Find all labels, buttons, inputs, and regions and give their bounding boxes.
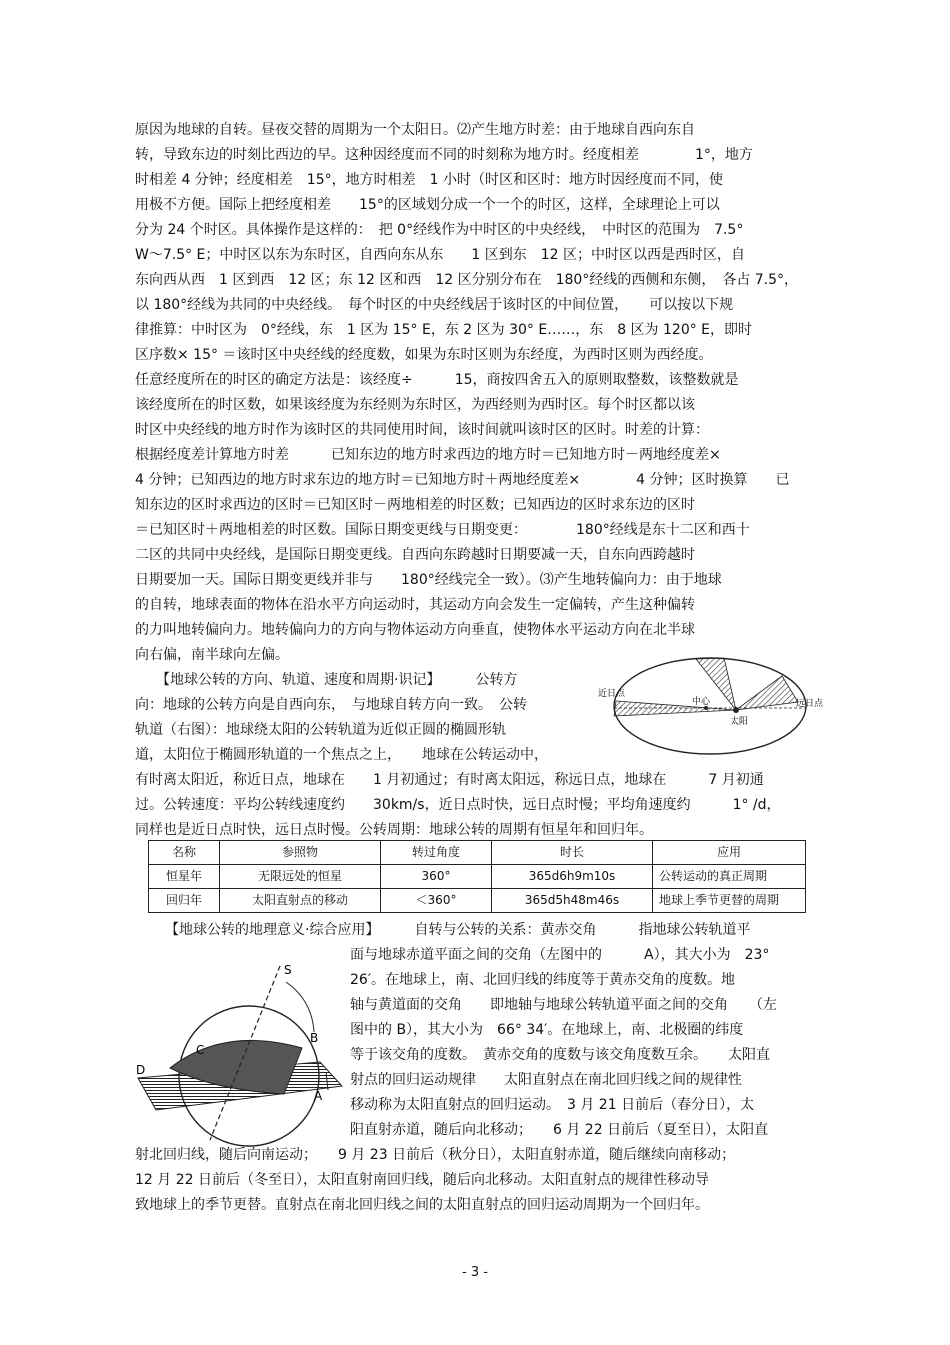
text-line: 等于该交角的度数。 黄赤交角的度数与该交角度数互余。 太阳直 [350, 1047, 770, 1063]
orbit-sector [736, 676, 798, 710]
text-line: 轨道（右图）：地球绕太阳的公转轨道为近似正圆的椭圆形轨 [135, 722, 506, 738]
text-line: 轴与黄道面的交角 即地轴与地球公转轨道平面之间的交角 （左 [350, 997, 777, 1013]
text-line: 有时离太阳近，称近日点，地球在 1 月初通过；有时离太阳远，称远日点，地球在 7 月初通 [135, 772, 764, 788]
text-line: 射北回归线，随后向南运动； 9 月 23 日前后（秋分日），太阳直射赤道，随后继续向南移动； [135, 1147, 736, 1163]
text-line: 知东边的区时求西边的区时＝已知区时－两地相差的时区数；已知西边的区时求东边的区时 [135, 497, 695, 513]
aphelion-label: 远日点 [796, 699, 824, 709]
text-line: 的力叫地转偏向力。地转偏向力的方向与物体运动方向垂直，使物体水平运动方向在北半球 [135, 622, 695, 638]
text-line: 时区中央经线的地方时作为该时区的共同使用时间，该时间就叫该时区的区时。时差的计算： [135, 422, 709, 438]
text-line: 的自转，地球表面的物体在沿水平方向运动时，其运动方向会发生一定偏转，产生这种偏转 [135, 597, 695, 613]
text-line: 【地球公转的方向、轨道、速度和周期·识记】 公转方 [135, 672, 518, 688]
text-line: 【地球公转的地理意义·综合应用】 自转与公转的关系：黄赤交角 指地球公转轨道平 [165, 922, 751, 938]
sun-icon [733, 707, 739, 713]
text-line: 任意经度所在的时区的确定方法是：该经度÷ 15，商按四舍五入的原则取整数，该整数就是 [135, 372, 739, 388]
table-header-cell: 应用 [653, 841, 806, 865]
table-header-row [149, 841, 806, 865]
table-cell: 太阳直射点的移动 [220, 889, 381, 913]
text-line: 26′。在地球上，南、北回归线的纬度等于黄赤交角的度数。地 [350, 972, 735, 988]
text-line: 面与地球赤道平面之间的交角（左图中的 A），其大小为 23° [350, 947, 770, 963]
year-comparison-table [148, 840, 806, 913]
text-line: 时相差 4 分钟；经度相差 15°，地方时相差 1 小时（时区和区时：地方时因经度而不同，使 [135, 172, 723, 188]
text-line: 根据经度差计算地方时差 已知东边的地方时求西边的地方时＝已知地方时－两地经度差× [135, 447, 721, 463]
text-line: 移动称为太阳直射点的回归运动。 3 月 21 日前后（春分日），太 [350, 1097, 755, 1113]
sun-label: 太阳 [730, 717, 749, 727]
text-line: 律推算：中时区为 0°经线，东 1 区为 15° E，东 2 区为 30° E……，东 8 区为 120° E，即时 [135, 322, 753, 338]
table-row [149, 865, 806, 889]
table-header-cell: 名称 [149, 841, 220, 865]
text-line: 原因为地球的自转。昼夜交替的周期为一个太阳日。⑵产生地方时差：由于地球自西向东自 [135, 122, 695, 138]
label-a: A [314, 1089, 323, 1103]
table-cell: 365d6h9m10s [492, 865, 653, 889]
angle-b-arc [286, 982, 314, 1032]
label-d: D [136, 1063, 146, 1077]
text-line: ＝已知区时＋两地相差的时区数。国际日期变更线与日期变更： 180°经线是东十二区和西十 [135, 522, 750, 538]
text-line: 转，导致东边的时刻比西边的早。这种因经度而不同的时刻称为地方时。经度相差 1°，地方 [135, 147, 753, 163]
page-number: - 3 - [462, 1265, 488, 1280]
text-line: W～7.5° E；中时区以东为东时区，自西向东从东 1 区到东 12 区；中时区以西是西时区，自 [135, 247, 746, 263]
label-s: S [284, 963, 292, 977]
text-line: 4 分钟；已知西边的地方时求东边的地方时＝已知地方时＋两地经度差× 4 分钟；区时换算 已 [135, 472, 790, 488]
text-line: 以 180°经线为共同的中央经线。 每个时区的中央经线居于该时区的中间位置， 可以按以下规 [135, 297, 734, 313]
text-line: 分为 24 个时区。具体操作是这样的： 把 0°经线作为中时区的中央经线， 中时区的范围为 7.5° [135, 222, 744, 238]
label-b: B [310, 1031, 319, 1045]
text-line: 射点的回归运动规律 太阳直射点在南北回归线之间的规律性 [350, 1072, 742, 1088]
text-line: 向：地球的公转方向是自西向东， 与地球自转方向一致。 公转 [135, 697, 527, 713]
text-line: 该经度所在的时区数，如果该经度为东经则为东时区，为西经则为西时区。每个时区都以该 [135, 397, 695, 413]
label-c: C [196, 1043, 205, 1057]
text-line: 阳直射赤道，随后向北移动； 6 月 22 日前后（夏至日），太阳直 [350, 1122, 769, 1138]
table-cell: 公转运动的真正周期 [653, 865, 806, 889]
orbit-sector [614, 701, 736, 716]
text-line: 12 月 22 日前后（冬至日），太阳直射南回归线，随后向北移动。太阳直射点的规律性移动导 [135, 1172, 709, 1188]
text-line: 东向西从西 1 区到西 12 区；东 12 区和西 12 区分别分布在 180°经线的西侧和东侧， 各占 7.5°， [135, 272, 799, 288]
table-header-cell: 参照物 [220, 841, 381, 865]
text-line: 图中的 B），其大小为 66° 34′。在地球上，南、北极圈的纬度 [350, 1022, 744, 1038]
table-header-cell: 时长 [492, 841, 653, 865]
orbit-diagram [596, 652, 824, 760]
table-cell: 回归年 [149, 889, 220, 913]
table-row [149, 889, 806, 913]
table-cell: 恒星年 [149, 865, 220, 889]
center-label: 中心 [692, 697, 711, 707]
table-cell: 360° [381, 865, 492, 889]
text-line: 用极不方便。国际上把经度相差 15°的区域划分成一个一个的时区，这样，全球理论上可以 [135, 197, 720, 213]
table-cell: 无限远处的恒星 [220, 865, 381, 889]
text-line: 二区的共同中央经线，是国际日期变更线。自西向东跨越时日期要减一天，自东向西跨越时 [135, 547, 695, 563]
text-line: 向右偏，南半球向左偏。 [135, 647, 289, 663]
text-line: 道，太阳位于椭圆形轨道的一个焦点之上， 地球在公转运动中， [135, 747, 548, 763]
text-line: 区序数× 15° ＝该时区中央经线的经度数，如果为东时区则为东经度，为西时区则为西经度。 [135, 347, 713, 363]
text-line: 过。公转速度：平均公转线速度约 30km/s，近日点时快，远日点时慢；平均角速度约 1° /d， [135, 797, 781, 813]
table-cell: 365d5h48m46s [492, 889, 653, 913]
table-cell: ＜360° [381, 889, 492, 913]
table-cell: 地球上季节更替的周期 [653, 889, 806, 913]
table-header-cell: 转过角度 [381, 841, 492, 865]
text-line: 同样也是近日点时快，远日点时慢。公转周期：地球公转的周期有恒星年和回归年。 [135, 822, 653, 838]
obliquity-diagram [134, 960, 348, 1148]
perihelion-label: 近日点 [598, 689, 626, 699]
text-line: 日期要加一天。国际日期变更线并非与 180°经线完全一致）。⑶产生地转偏向力：由于地球 [135, 572, 722, 588]
text-line: 致地球上的季节更替。直射点在南北回归线之间的太阳直射点的回归运动周期为一个回归年。 [135, 1197, 709, 1213]
